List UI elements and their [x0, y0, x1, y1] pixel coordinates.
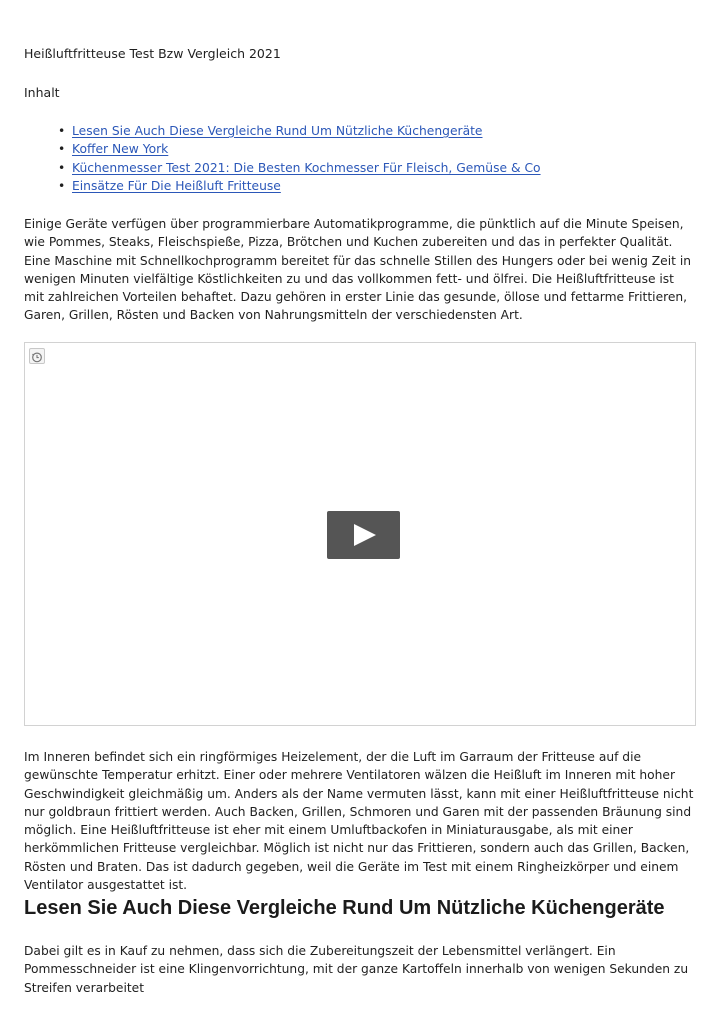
- toc-item: [58, 140, 541, 158]
- toc-link-kuechenmesser[interactable]: Küchenmesser Test 2021: Die Besten Kochmesser Für Fleisch, Gemüse & Co: [72, 160, 541, 175]
- toc-item: [58, 177, 541, 195]
- paragraph-section: Dabei gilt es in Kauf zu nehmen, dass sich die Zubereitungszeit der Lebensmittel verlängert. Ein Pommesschneider ist eine Klingenvorrichtung, mit der ganze Kartoffeln innerhalb von wenigen Sekunden zu Streifen verarbeitet: [24, 944, 689, 995]
- document-title: Heißluftfritteuse Test Bzw Vergleich 2021: [24, 46, 281, 61]
- table-of-contents: [58, 122, 541, 195]
- toc-label: Inhalt: [24, 85, 60, 100]
- paragraph-body: Im Inneren befindet sich ein ringförmiges Heizelement, der die Luft im Garraum der Fritteuse auf die gewünschte Temperatur erhitzt. Einer oder mehrere Ventilatoren wälzen die Heißluft im Inneren mit hoher Geschwindigkeit gleichmäßig um. Anders als der Name vermuten lässt, kann mit einer Heißluftfritteuse nicht nur goldbraun frittiert werden. Auch Backen, Grillen, Schmoren und Garen mit der passenden Bräunung sind möglich. Eine Heißluftfritteuse ist eher mit einem Umluftbackofen in Miniaturausgabe, als mit einer herkömmlichen Fritteuse vergleichbar. Möglich ist nicht nur das Frittieren, sondern auch das Grillen, Backen, Rösten und Braten. Das ist dadurch gegeben, weil die Geräte im Test mit einem Ringheizkörper und einem Ventilator ausgestattet ist.: [24, 750, 694, 893]
- bullet-icon: •: [58, 124, 66, 138]
- toc-link-koffer[interactable]: Koffer New York: [72, 142, 169, 157]
- toc-link-kuechengeraete[interactable]: Lesen Sie Auch Diese Vergleiche Rund Um Nützliche Küchengeräte: [72, 124, 483, 138]
- bullet-icon: •: [58, 142, 66, 157]
- clock-history-icon: [29, 348, 45, 364]
- video-player[interactable]: [24, 342, 696, 726]
- bullet-icon: •: [58, 160, 66, 175]
- toc-link-einsaetze[interactable]: Einsätze Für Die Heißluft Fritteuse: [72, 178, 281, 193]
- toc-item: [58, 122, 541, 140]
- section-heading: Lesen Sie Auch Diese Vergleiche Rund Um Nützliche Küchengeräte: [24, 897, 665, 919]
- bullet-icon: •: [58, 178, 66, 193]
- paragraph-intro: Einige Geräte verfügen über programmierbare Automatikprogramme, die pünktlich auf die Minute Speisen, wie Pommes, Steaks, Fleischspieße, Pizza, Brötchen und Kuchen zubereiten und das in perfekter Qualität. Eine Maschine mit Schnellkochprogramm bereitet für das schnelle Stillen des Hungers oder bei wenig Zeit in wenigen Minuten vielfältige Köstlichkeiten zu und das vollkommen fett- und ölfrei. Die Heißluftfritteuse ist mit zahlreichen Vorteilen behaftet. Dazu gehören in erster Linie das gesunde, öllose und fettarme Frittieren, Garen, Grillen, Rösten und Backen von Nahrungsmitteln der verschiedensten Art.: [24, 217, 691, 323]
- toc-item: [58, 159, 541, 177]
- play-button[interactable]: [327, 511, 400, 559]
- play-icon: [354, 524, 376, 546]
